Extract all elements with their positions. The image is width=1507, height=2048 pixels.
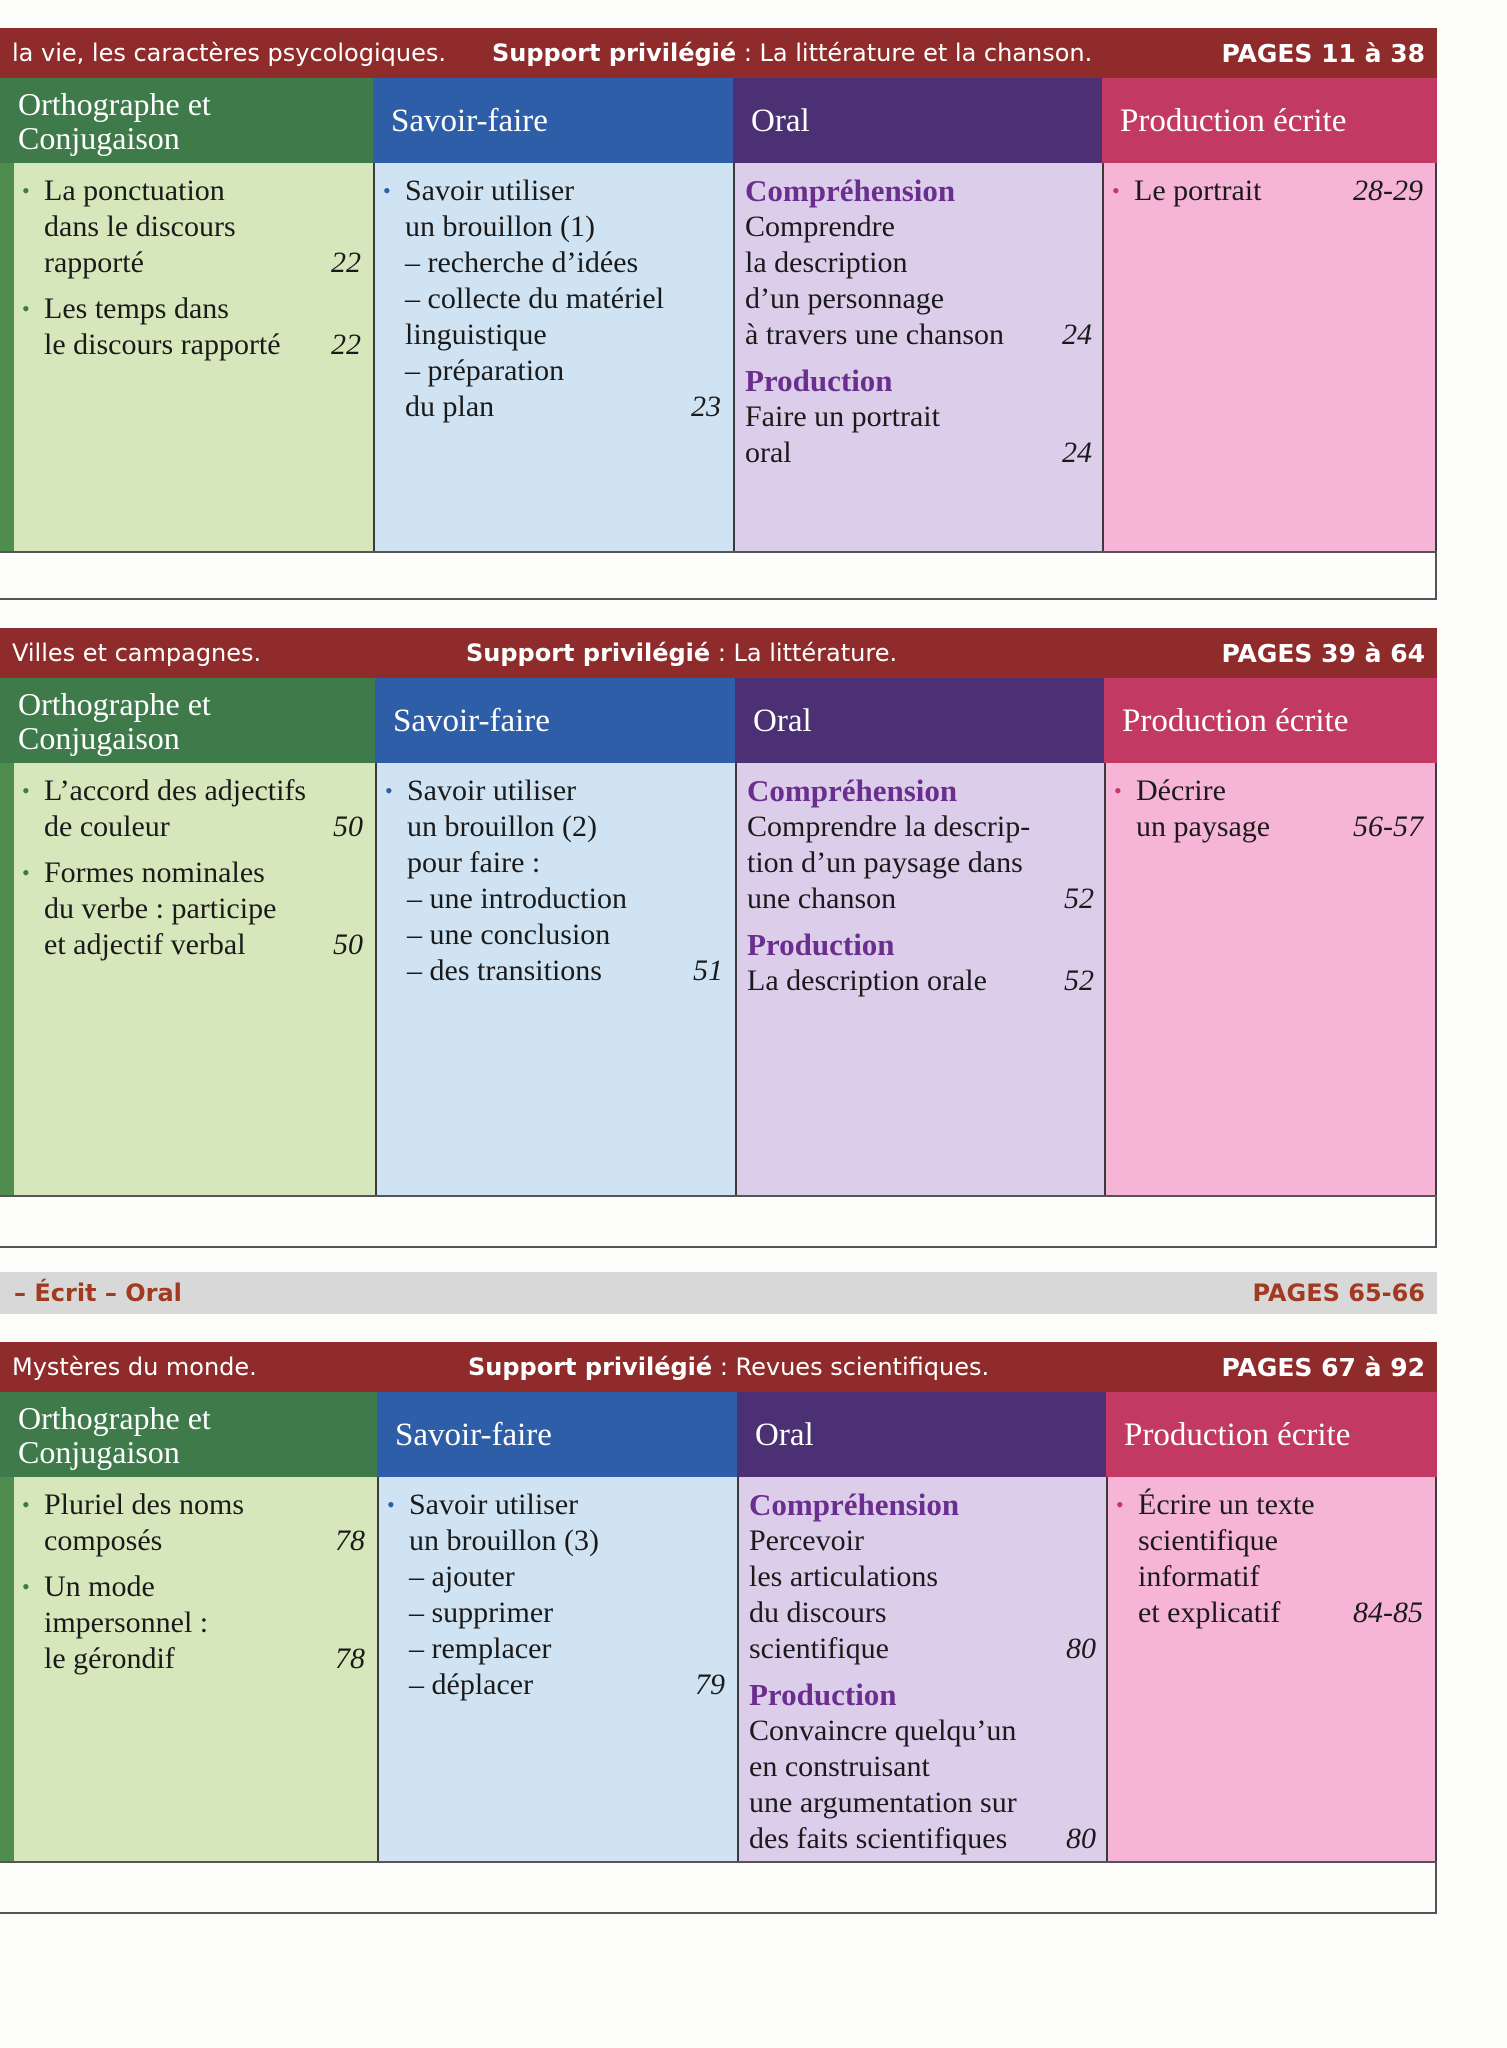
page-number: 84-85 xyxy=(1353,1596,1423,1629)
item-text-line xyxy=(749,1631,1096,1667)
page-number: 22 xyxy=(331,328,361,361)
column-title: Savoir-faire xyxy=(391,102,548,139)
column-body xyxy=(0,163,373,551)
page-number: 24 xyxy=(1062,318,1092,351)
item-text: du plan xyxy=(405,390,495,423)
item-text-line xyxy=(407,809,723,845)
column-header xyxy=(1102,78,1437,163)
list-item xyxy=(14,855,375,963)
bullet-icon: • xyxy=(385,778,393,803)
column-orthographe-conjugaison xyxy=(0,1392,377,1861)
unit-notes-box xyxy=(0,551,1437,600)
item-text: et explicatif xyxy=(1138,1596,1281,1629)
column-production-ecrite xyxy=(1104,678,1437,1195)
item-text-line xyxy=(749,1523,1096,1559)
column-body xyxy=(1102,163,1437,551)
unit-columns xyxy=(0,78,1437,551)
item-text: un brouillon (2) xyxy=(407,810,597,843)
list-item xyxy=(14,173,373,281)
item-text-line xyxy=(1138,1559,1423,1595)
page-number: 24 xyxy=(1062,436,1092,469)
item-text: dans le discours xyxy=(44,210,236,243)
item-text-line xyxy=(745,281,1092,317)
list-item xyxy=(14,1569,377,1677)
item-text: L’accord des adjectifs xyxy=(44,774,307,807)
page-number: 78 xyxy=(335,1642,365,1675)
column-header xyxy=(735,678,1104,763)
column-body xyxy=(373,163,733,551)
page-number: 80 xyxy=(1066,1632,1096,1665)
item-text-line xyxy=(405,389,721,425)
item-text-line xyxy=(1136,773,1423,809)
item-text-line xyxy=(745,209,1092,245)
item-text: Savoir utiliser xyxy=(409,1488,579,1521)
item-text: le discours rapporté xyxy=(44,328,281,361)
column-title: Orthographe et Conjugaison xyxy=(18,85,211,156)
item-text: un brouillon (1) xyxy=(405,210,595,243)
oral-section-title: Compréhension xyxy=(749,1487,960,1522)
list-item xyxy=(375,173,733,425)
list-item xyxy=(1106,773,1435,845)
unit-pages: PAGES 11 à 38 xyxy=(1221,38,1425,68)
page-number: 50 xyxy=(333,810,363,843)
item-text-line xyxy=(44,1487,365,1523)
unit-theme: la vie, les caractères psycologiques. xyxy=(12,39,446,67)
bullet-icon: • xyxy=(22,778,30,803)
support-value: : La littérature et la chanson. xyxy=(736,39,1093,67)
item-text: Faire un portrait xyxy=(745,400,940,433)
item-text: Savoir utiliser xyxy=(407,774,577,807)
bullet-icon: • xyxy=(1112,178,1120,203)
item-text-line xyxy=(44,291,361,327)
column-header xyxy=(0,678,375,763)
item-text: scientifique xyxy=(749,1632,889,1665)
bullet-icon: • xyxy=(22,1492,30,1517)
item-text: – une introduction xyxy=(407,882,627,915)
unit-header-bar xyxy=(0,628,1437,678)
unit-notes-box xyxy=(0,1861,1437,1914)
column-header xyxy=(373,78,733,163)
item-text-line xyxy=(405,353,721,389)
item-text-line xyxy=(407,845,723,881)
oral-section-title: Production xyxy=(749,1677,897,1712)
item-text-line xyxy=(409,1487,725,1523)
column-savoir-faire xyxy=(377,1392,737,1861)
oral-section-title: Production xyxy=(747,927,895,962)
support-value: : La littérature. xyxy=(710,639,898,667)
item-text: La ponctuation xyxy=(44,174,225,207)
bullet-icon: • xyxy=(22,1574,30,1599)
column-title: Production écrite xyxy=(1124,1416,1351,1453)
column-body xyxy=(737,1477,1106,1861)
column-body xyxy=(377,1477,737,1861)
item-text-line xyxy=(1138,1595,1423,1631)
column-title: Production écrite xyxy=(1120,102,1347,139)
item-text-line xyxy=(44,1523,365,1559)
item-text-line xyxy=(44,1641,365,1677)
item-text: impersonnel : xyxy=(44,1606,209,1639)
item-text: et adjectif verbal xyxy=(44,928,246,961)
page-number: 52 xyxy=(1064,882,1094,915)
item-text: à travers une chanson xyxy=(745,318,1005,351)
item-text: un brouillon (3) xyxy=(409,1524,599,1557)
item-text-line xyxy=(745,245,1092,281)
item-text-line xyxy=(747,845,1094,881)
evaluation-bar xyxy=(0,1272,1437,1314)
item-text-line xyxy=(44,209,361,245)
item-text: – remplacer xyxy=(409,1632,552,1665)
item-text-line xyxy=(747,809,1094,845)
item-text: une chanson xyxy=(747,882,897,915)
page-number: 51 xyxy=(693,954,723,987)
column-oral xyxy=(737,1392,1106,1861)
item-text-line xyxy=(409,1523,725,1559)
column-body xyxy=(733,163,1102,551)
bullet-icon: • xyxy=(22,860,30,885)
evaluation-label: – Écrit – Oral xyxy=(14,1279,182,1307)
item-text: – collecte du matériel xyxy=(405,282,665,315)
item-text-line xyxy=(405,245,721,281)
item-text: Percevoir xyxy=(749,1524,864,1557)
column-title: Oral xyxy=(755,1416,814,1453)
item-text-line xyxy=(745,435,1092,471)
bullet-icon: • xyxy=(383,178,391,203)
item-text: Un mode xyxy=(44,1570,155,1603)
item-text-line xyxy=(407,917,723,953)
item-text: – déplacer xyxy=(409,1668,534,1701)
item-text: La description orale xyxy=(747,964,987,997)
column-header xyxy=(0,1392,377,1477)
oral-section xyxy=(739,1677,1106,1857)
oral-section xyxy=(735,363,1102,471)
list-item xyxy=(14,1487,377,1559)
column-title: Production écrite xyxy=(1122,702,1349,739)
item-text-line xyxy=(44,1605,365,1641)
item-text-line xyxy=(44,327,361,363)
list-item xyxy=(377,773,735,989)
unit-support xyxy=(466,628,897,678)
list-item xyxy=(14,773,375,845)
item-text-line xyxy=(407,773,723,809)
item-text: – une conclusion xyxy=(407,918,611,951)
page-number: 78 xyxy=(335,1524,365,1557)
item-text: la description xyxy=(745,246,908,279)
item-text: – des transitions xyxy=(407,954,602,987)
item-text-line xyxy=(405,173,721,209)
page-number: 52 xyxy=(1064,964,1094,997)
bullet-icon: • xyxy=(22,178,30,203)
item-text: Savoir utiliser xyxy=(405,174,575,207)
item-text: une argumentation sur xyxy=(749,1786,1017,1819)
item-text: les articulations xyxy=(749,1560,939,1593)
item-text: rapporté xyxy=(44,246,144,279)
item-text: – préparation xyxy=(405,354,565,387)
column-savoir-faire xyxy=(373,78,733,551)
column-body xyxy=(0,1477,377,1861)
item-text: du discours xyxy=(749,1596,887,1629)
column-body xyxy=(1106,1477,1437,1861)
item-text: Écrire un texte xyxy=(1138,1488,1315,1521)
item-text: Comprendre xyxy=(745,210,895,243)
column-orthographe-conjugaison xyxy=(0,678,375,1195)
oral-section xyxy=(737,927,1104,999)
item-text: en construisant xyxy=(749,1750,930,1783)
unit-notes-box xyxy=(0,1195,1437,1248)
unit-1 xyxy=(0,28,1437,600)
unit-support xyxy=(492,28,1092,78)
item-text: de couleur xyxy=(44,810,170,843)
unit-theme: Villes et campagnes. xyxy=(12,639,262,667)
item-text-line xyxy=(407,881,723,917)
bullet-icon: • xyxy=(1116,1492,1124,1517)
list-item xyxy=(1104,173,1435,209)
item-text-line xyxy=(409,1559,725,1595)
item-text-line xyxy=(749,1595,1096,1631)
item-text: – ajouter xyxy=(409,1560,515,1593)
item-text-line xyxy=(407,953,723,989)
oral-section-title: Production xyxy=(745,363,893,398)
item-text: oral xyxy=(745,436,792,469)
unit-3 xyxy=(0,1342,1437,1914)
unit-columns xyxy=(0,678,1437,1195)
item-text-line xyxy=(1138,1523,1423,1559)
bullet-icon: • xyxy=(22,296,30,321)
column-header xyxy=(377,1392,737,1477)
item-text-line xyxy=(44,173,361,209)
column-production-ecrite xyxy=(1106,1392,1437,1861)
page-number: 80 xyxy=(1066,1822,1096,1855)
support-value: : Revues scientifiques. xyxy=(712,1353,990,1381)
unit-header-bar xyxy=(0,1342,1437,1392)
item-text-line xyxy=(405,317,721,353)
oral-section xyxy=(735,173,1102,353)
item-text: un paysage xyxy=(1136,810,1271,843)
item-text: Comprendre la descrip- xyxy=(747,810,1031,843)
item-text: Formes nominales xyxy=(44,856,265,889)
list-item xyxy=(379,1487,737,1703)
unit-columns xyxy=(0,1392,1437,1861)
column-title: Savoir-faire xyxy=(395,1416,552,1453)
page-number: 23 xyxy=(691,390,721,423)
item-text-line xyxy=(405,281,721,317)
column-title: Orthographe et Conjugaison xyxy=(18,1399,211,1470)
item-text: Le portrait xyxy=(1134,174,1262,207)
item-text-line xyxy=(745,317,1092,353)
item-text-line xyxy=(44,855,363,891)
list-item xyxy=(1108,1487,1435,1631)
oral-section-title: Compréhension xyxy=(745,173,956,208)
item-text: – recherche d’idées xyxy=(405,246,639,279)
item-text: pour faire : xyxy=(407,846,541,879)
item-text: d’un personnage xyxy=(745,282,945,315)
item-text-line xyxy=(409,1595,725,1631)
item-text: du verbe : participe xyxy=(44,892,277,925)
column-title: Savoir-faire xyxy=(393,702,550,739)
oral-section xyxy=(739,1487,1106,1667)
item-text-line xyxy=(44,773,363,809)
item-text-line xyxy=(747,963,1094,999)
page-number: 22 xyxy=(331,246,361,279)
column-oral xyxy=(733,78,1102,551)
item-text-line xyxy=(745,399,1092,435)
item-text-line xyxy=(44,809,363,845)
evaluation-pages: PAGES 65-66 xyxy=(1252,1279,1425,1307)
item-text-line xyxy=(44,245,361,281)
item-text-line xyxy=(749,1821,1096,1857)
support-label: Support privilégié xyxy=(466,639,711,667)
column-body xyxy=(735,763,1104,1195)
item-text: composés xyxy=(44,1524,163,1557)
item-text-line xyxy=(749,1713,1096,1749)
column-header xyxy=(0,78,373,163)
item-text-line xyxy=(749,1559,1096,1595)
item-text-line xyxy=(405,209,721,245)
support-label: Support privilégié xyxy=(492,39,737,67)
column-body xyxy=(1104,763,1437,1195)
oral-section-title: Compréhension xyxy=(747,773,958,808)
column-header xyxy=(1104,678,1437,763)
page-number: 79 xyxy=(695,1668,725,1701)
unit-2 xyxy=(0,628,1437,1248)
item-text-line xyxy=(749,1749,1096,1785)
item-text: Les temps dans xyxy=(44,292,229,325)
item-text: linguistique xyxy=(405,318,547,351)
column-title: Oral xyxy=(753,702,812,739)
column-header xyxy=(737,1392,1106,1477)
column-header xyxy=(1106,1392,1437,1477)
unit-pages: PAGES 67 à 92 xyxy=(1221,1352,1425,1382)
list-item xyxy=(14,291,373,363)
column-orthographe-conjugaison xyxy=(0,78,373,551)
oral-section xyxy=(737,773,1104,917)
item-text: – supprimer xyxy=(409,1596,554,1629)
item-text: Décrire xyxy=(1136,774,1226,807)
column-title: Orthographe et Conjugaison xyxy=(18,685,211,756)
page-number: 50 xyxy=(333,928,363,961)
unit-theme: Mystères du monde. xyxy=(12,1353,257,1381)
column-oral xyxy=(735,678,1104,1195)
item-text-line xyxy=(749,1785,1096,1821)
item-text-line xyxy=(44,891,363,927)
item-text: le gérondif xyxy=(44,1642,175,1675)
unit-header-bar xyxy=(0,28,1437,78)
item-text-line xyxy=(44,1569,365,1605)
item-text-line xyxy=(409,1631,725,1667)
item-text: des faits scientifiques xyxy=(749,1822,1008,1855)
bullet-icon: • xyxy=(1114,778,1122,803)
item-text: Pluriel des noms xyxy=(44,1488,244,1521)
item-text: informatif xyxy=(1138,1560,1260,1593)
support-label: Support privilégié xyxy=(468,1353,713,1381)
page-number: 56-57 xyxy=(1353,810,1423,843)
column-title: Oral xyxy=(751,102,810,139)
column-header xyxy=(733,78,1102,163)
item-text: scientifique xyxy=(1138,1524,1278,1557)
unit-pages: PAGES 39 à 64 xyxy=(1221,638,1425,668)
item-text-line xyxy=(747,881,1094,917)
column-body xyxy=(375,763,735,1195)
item-text-line xyxy=(44,927,363,963)
column-body xyxy=(0,763,375,1195)
unit-support xyxy=(468,1342,989,1392)
column-production-ecrite xyxy=(1102,78,1437,551)
item-text: Convaincre quelqu’un xyxy=(749,1714,1017,1747)
item-text-line xyxy=(1136,809,1423,845)
item-text-line xyxy=(1134,173,1423,209)
page-number: 28-29 xyxy=(1353,174,1423,207)
item-text-line xyxy=(409,1667,725,1703)
item-text-line xyxy=(1138,1487,1423,1523)
item-text: tion d’un paysage dans xyxy=(747,846,1023,879)
bullet-icon: • xyxy=(387,1492,395,1517)
column-header xyxy=(375,678,735,763)
column-savoir-faire xyxy=(375,678,735,1195)
